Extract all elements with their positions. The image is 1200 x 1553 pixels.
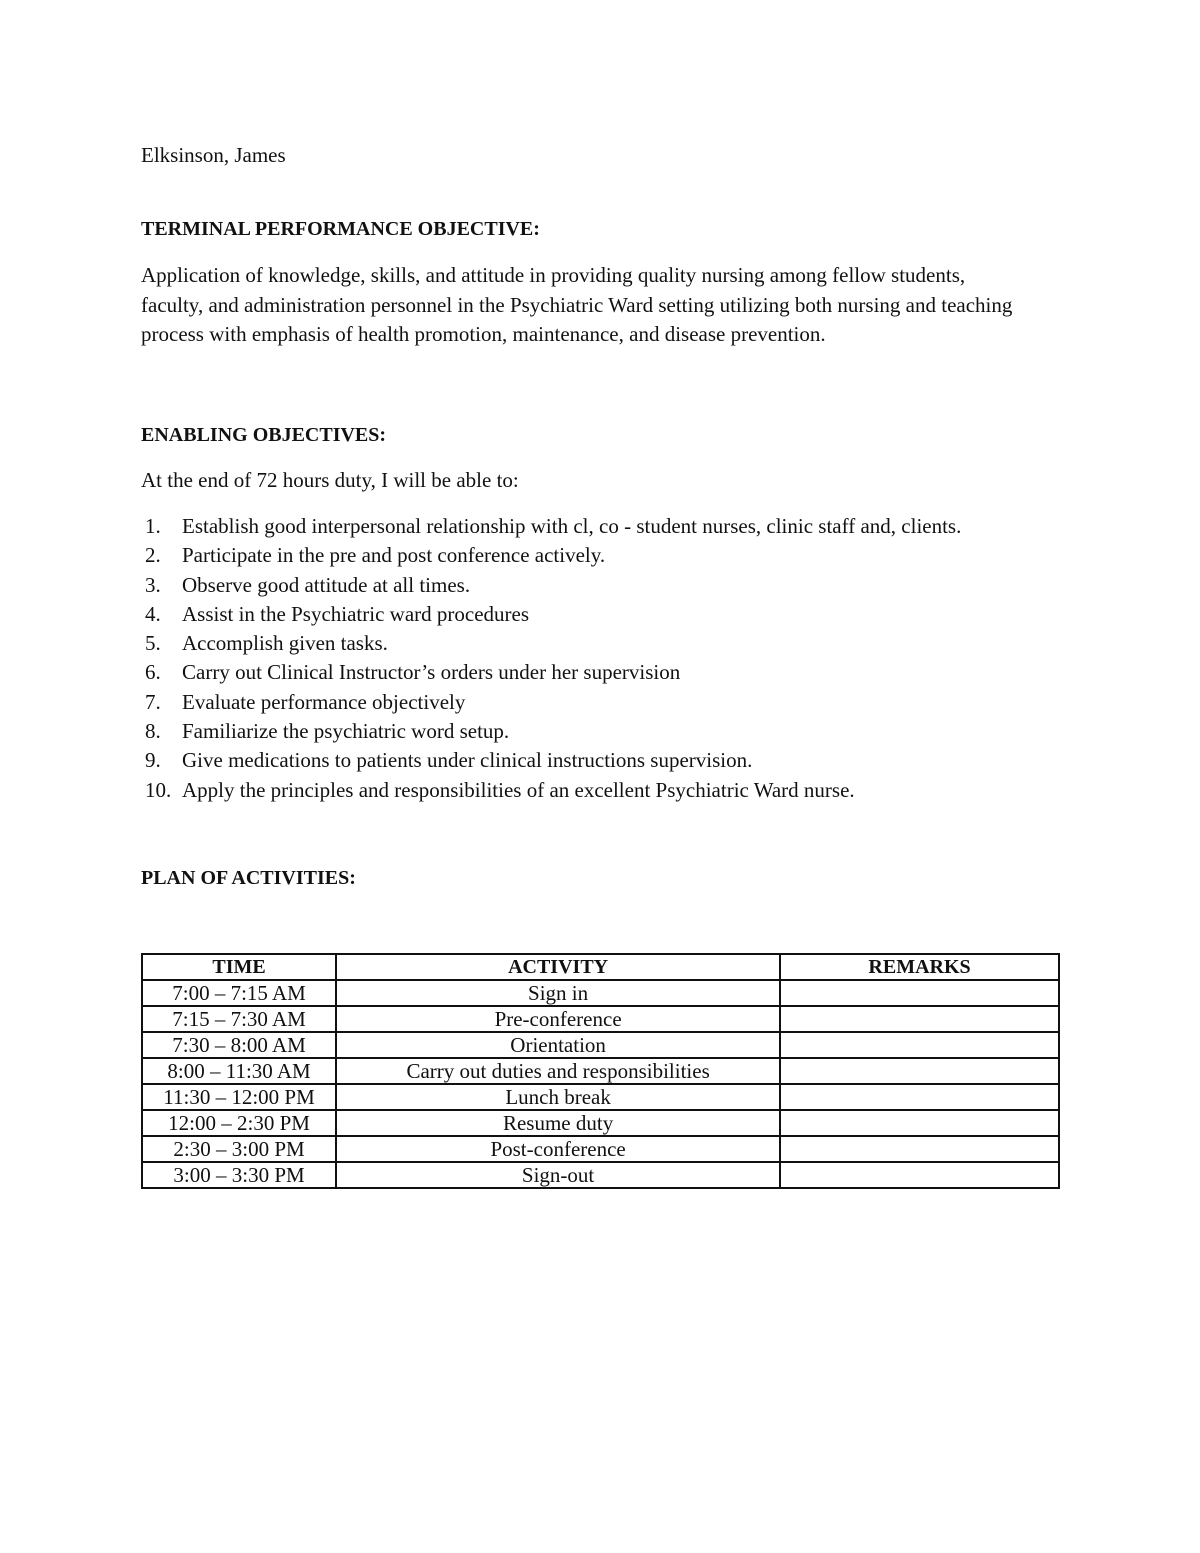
author-name: Elksinson, James bbox=[141, 143, 286, 167]
objective-number: 9. bbox=[145, 748, 161, 773]
activity-cell: Resume duty bbox=[336, 1110, 780, 1136]
objective-text: Apply the principles and responsibilities of an excellent Psychiatric Ward nurse. bbox=[182, 777, 855, 802]
objective-number: 8. bbox=[145, 719, 161, 744]
remarks-cell bbox=[780, 1058, 1059, 1084]
column-header-activity: ACTIVITY bbox=[336, 954, 780, 980]
table-row bbox=[142, 1058, 1059, 1084]
objective-text: Familiarize the psychiatric word setup. bbox=[182, 719, 510, 744]
remarks-cell bbox=[780, 1032, 1059, 1058]
table-row bbox=[142, 1110, 1059, 1136]
table-row bbox=[142, 1084, 1059, 1110]
remarks-cell bbox=[780, 1162, 1059, 1188]
objective-item bbox=[141, 717, 1071, 746]
objective-item bbox=[141, 629, 1071, 658]
objective-item bbox=[141, 776, 1071, 805]
objective-item bbox=[141, 746, 1071, 775]
time-cell: 12:00 – 2:30 PM bbox=[142, 1110, 336, 1136]
objective-text: Give medications to patients under clinical instructions supervision. bbox=[182, 748, 753, 773]
objective-item bbox=[141, 688, 1071, 717]
objective-item bbox=[141, 600, 1071, 629]
column-header-remarks: REMARKS bbox=[780, 954, 1059, 980]
activity-cell: Orientation bbox=[336, 1032, 780, 1058]
remarks-cell bbox=[780, 980, 1059, 1006]
table-header-row bbox=[142, 954, 1059, 980]
plan-of-activities-heading: PLAN OF ACTIVITIES: bbox=[141, 867, 356, 889]
objective-text: Assist in the Psychiatric ward procedures bbox=[182, 601, 530, 626]
objective-item bbox=[141, 658, 1071, 687]
objective-number: 6. bbox=[145, 660, 161, 685]
objective-number: 2. bbox=[145, 543, 161, 568]
activity-cell: Post-conference bbox=[336, 1136, 780, 1162]
table-row bbox=[142, 980, 1059, 1006]
objective-number: 4. bbox=[145, 601, 161, 626]
remarks-cell bbox=[780, 1006, 1059, 1032]
objective-item bbox=[141, 571, 1071, 600]
plan-of-activities-table bbox=[141, 953, 1060, 1189]
activity-cell: Sign in bbox=[336, 980, 780, 1006]
time-cell: 11:30 – 12:00 PM bbox=[142, 1084, 336, 1110]
objective-text: Participate in the pre and post conference actively. bbox=[182, 543, 606, 568]
objective-number: 1. bbox=[145, 514, 161, 538]
time-cell: 8:00 – 11:30 AM bbox=[142, 1058, 336, 1084]
activity-cell: Sign-out bbox=[336, 1162, 780, 1188]
enabling-objectives-list bbox=[141, 512, 1071, 805]
objective-text: Establish good interpersonal relationship with cl, co - student nurses, clinic staff and, clients. bbox=[182, 514, 962, 538]
activity-cell: Pre-conference bbox=[336, 1006, 780, 1032]
terminal-objective-heading: TERMINAL PERFORMANCE OBJECTIVE: bbox=[141, 218, 540, 240]
objective-number: 3. bbox=[145, 572, 161, 597]
terminal-objective-text: Application of knowledge, skills, and attitude in providing quality nursing among fellow students, faculty, and administration personnel in the Psychiatric Ward setting utilizing both nursing and teaching process with emphasis of health promotion, maintenance, and disease prevention. bbox=[141, 263, 1013, 346]
table-row bbox=[142, 1162, 1059, 1188]
column-header-time: TIME bbox=[142, 954, 336, 980]
remarks-cell bbox=[780, 1136, 1059, 1162]
time-cell: 7:15 – 7:30 AM bbox=[142, 1006, 336, 1032]
enabling-objectives-intro: At the end of 72 hours duty, I will be able to: bbox=[141, 468, 519, 492]
objective-text: Carry out Clinical Instructor’s orders under her supervision bbox=[182, 660, 681, 685]
objective-text: Observe good attitude at all times. bbox=[182, 572, 471, 597]
table-row bbox=[142, 1006, 1059, 1032]
objective-number: 5. bbox=[145, 631, 161, 656]
remarks-cell bbox=[780, 1110, 1059, 1136]
time-cell: 2:30 – 3:00 PM bbox=[142, 1136, 336, 1162]
remarks-cell bbox=[780, 1084, 1059, 1110]
table-row bbox=[142, 1032, 1059, 1058]
table-row bbox=[142, 1136, 1059, 1162]
activity-cell: Lunch break bbox=[336, 1084, 780, 1110]
time-cell: 7:30 – 8:00 AM bbox=[142, 1032, 336, 1058]
objective-number: 7. bbox=[145, 689, 161, 714]
activity-cell: Carry out duties and responsibilities bbox=[336, 1058, 780, 1084]
time-cell: 7:00 – 7:15 AM bbox=[142, 980, 336, 1006]
objective-item bbox=[141, 541, 1071, 570]
objective-number: 10. bbox=[145, 777, 172, 802]
objective-text: Accomplish given tasks. bbox=[182, 631, 388, 656]
time-cell: 3:00 – 3:30 PM bbox=[142, 1162, 336, 1188]
objective-text: Evaluate performance objectively bbox=[182, 689, 466, 714]
enabling-objectives-heading: ENABLING OBJECTIVES: bbox=[141, 424, 387, 446]
objective-item bbox=[141, 512, 1071, 541]
